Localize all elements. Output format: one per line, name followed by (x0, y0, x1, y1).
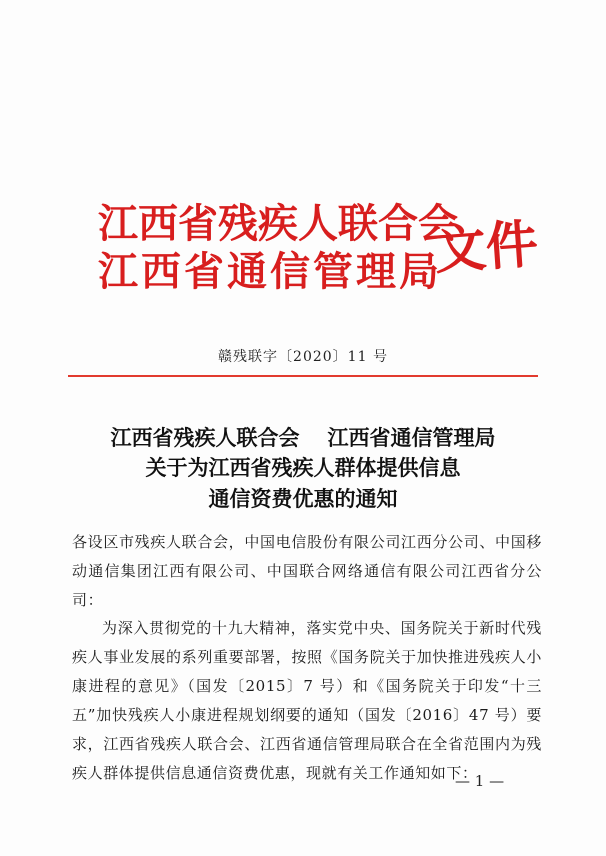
addressee-paragraph: 各设区市残疾人联合会，中国电信股份有限公司江西分公司、中国移动通信集团江西有限公司、中国联合网络通信有限公司江西省分公司： (72, 533, 542, 609)
title-issuer-1: 江西省残疾人联合会 (110, 425, 300, 450)
document-number: 赣残联字〔2020〕11 号 (218, 349, 388, 365)
body-paragraph-1: 为深入贯彻党的十九大精神，落实党中央、国务院关于新时代残疾人事业发展的系列重要部署，按照《国务院关于加快推进残疾人小康进程的意见》（国发〔2015〕7 号）和《国务院关于印发“十三五”加快残疾人小康进程规划纲要的通知（国发〔2016〕47 号）要求，江西省残疾人联合会、江西省通信管理局联合在全省范围内为残疾人群体提供信息通信资费优惠，现就有关工作通知如下： (72, 619, 542, 782)
red-divider-line (68, 375, 538, 377)
document-title-line-3: 通信资费优惠的通知 (208, 486, 398, 511)
page-number: — 1 — (455, 772, 505, 790)
document-title-line-1 (0, 423, 606, 453)
title-issuer-2: 江西省通信管理局 (327, 425, 496, 450)
masthead-issuer-1: 江西省残疾人联合会 (98, 201, 458, 247)
document-title-line-2: 关于为江西省残疾人群体提供信息 (145, 455, 461, 480)
masthead-document-word: 文件 (432, 214, 540, 282)
red-masthead (98, 192, 538, 302)
masthead-issuer-2: 江西省通信管理局 (98, 249, 442, 295)
